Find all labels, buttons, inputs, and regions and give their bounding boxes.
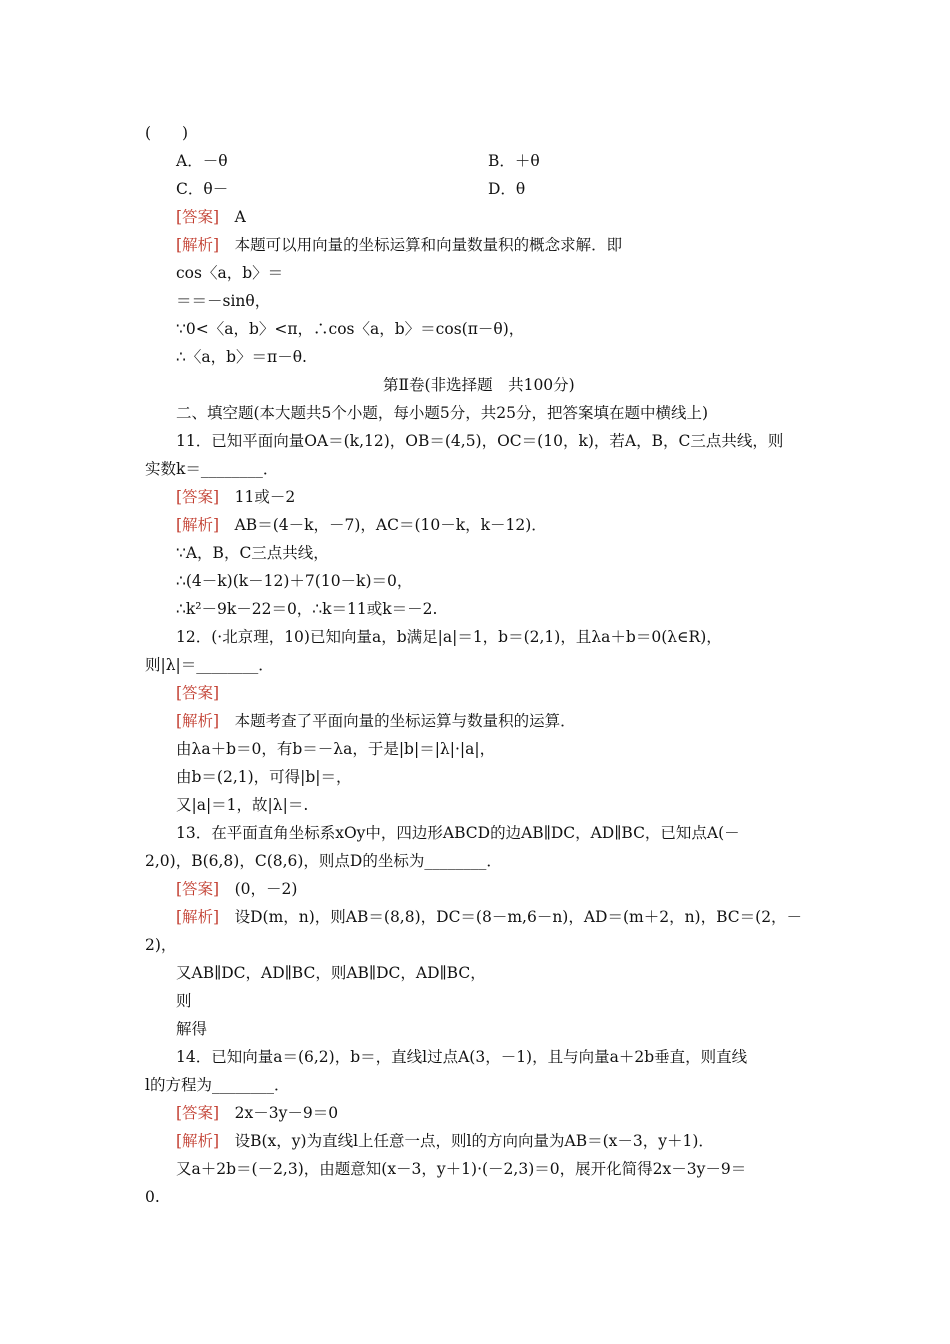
text-line: ∴〈a，b〉＝π－θ. xyxy=(176,348,307,366)
text-line: 由λa＋b＝0，有b＝－λa，于是|b|＝|λ|·|a|， xyxy=(176,740,496,758)
analysis-tag: [解析] xyxy=(176,516,220,534)
text-line: 则 xyxy=(176,992,192,1010)
answer-text: (0，－2) xyxy=(219,880,298,898)
text-line: 0. xyxy=(145,1188,160,1206)
text-line: ∵A，B，C三点共线， xyxy=(176,544,329,562)
answer-tag: [答案] xyxy=(176,208,220,226)
question-14: 14．已知向量a＝(6,2)，b＝，直线l过点A(3，－1)，且与向量a＋2b垂直，则直线 xyxy=(176,1048,748,1066)
answer-tag: [答案] xyxy=(176,880,220,898)
text-line: ∴(4－k)(k－12)＋7(10－k)＝0， xyxy=(176,572,413,590)
text-line: 又|a|＝1，故|λ|＝. xyxy=(176,796,309,814)
text-line: 2)， xyxy=(145,936,177,954)
question-bracket: ( ) xyxy=(145,124,189,142)
question-14-cont: l的方程为________． xyxy=(145,1076,290,1094)
text-line: ＝＝－sinθ， xyxy=(176,292,271,310)
question-11: 11．已知平面向量OA＝(k,12)，OB＝(4,5)，OC＝(10，k)，若A，B，C三点共线，则 xyxy=(176,432,784,450)
answer-text: A xyxy=(219,208,246,226)
question-11-cont: 实数k＝________． xyxy=(145,460,279,478)
analysis-text: 设B(x，y)为直线l上任意一点，则l的方向向量为AB＝(x－3，y＋1)． xyxy=(219,1132,714,1150)
answer-tag: [答案] xyxy=(176,684,220,702)
option-b: B．＋θ xyxy=(488,152,540,170)
answer-tag: [答案] xyxy=(176,1104,220,1122)
text-line: 解得 xyxy=(176,1020,208,1038)
answer-line xyxy=(176,487,295,507)
analysis-line xyxy=(176,235,622,255)
analysis-text: 设D(m，n)，则AB＝(8,8)，DC＝(8－m,6－n)，AD＝(m＋2，n)，BC＝(2，－ xyxy=(219,908,803,926)
analysis-line xyxy=(176,515,547,535)
analysis-tag: [解析] xyxy=(176,236,220,254)
analysis-line xyxy=(176,907,802,927)
text-line: ∵0<〈a，b〉<π，∴cos〈a，b〉＝cos(π－θ)， xyxy=(176,320,525,338)
option-c: C．θ－ xyxy=(176,180,229,198)
analysis-tag: [解析] xyxy=(176,908,220,926)
question-13: 13．在平面直角坐标系xOy中，四边形ABCD的边AB∥DC，AD∥BC，已知点A(－ xyxy=(176,824,740,842)
section-title: 第Ⅱ卷(非选择题 共100分) xyxy=(383,376,575,394)
analysis-line xyxy=(176,1131,714,1151)
answer-line xyxy=(176,879,297,899)
analysis-tag: [解析] xyxy=(176,712,220,730)
answer-line xyxy=(176,683,219,703)
option-a: A．－θ xyxy=(176,152,228,170)
answer-line xyxy=(176,207,246,227)
question-13-cont: 2,0)，B(6,8)，C(8,6)，则点D的坐标为________． xyxy=(145,852,502,870)
question-12-cont: 则|λ|＝________． xyxy=(145,656,274,674)
answer-line xyxy=(176,1103,338,1123)
text-line: ∴k²－9k－22＝0，∴k＝11或k＝－2. xyxy=(176,600,438,618)
analysis-text: 本题考查了平面向量的坐标运算与数量积的运算． xyxy=(219,712,576,730)
answer-text: 2x－3y－9＝0 xyxy=(219,1104,339,1122)
section-heading: 二、填空题(本大题共5个小题，每小题5分，共25分，把答案填在题中横线上) xyxy=(176,404,709,422)
analysis-text: AB＝(4－k，－7)，AC＝(10－k，k－12)． xyxy=(219,516,547,534)
analysis-text: 本题可以用向量的坐标运算和向量数量积的概念求解．即 xyxy=(219,236,623,254)
text-line: 又a＋2b＝(－2,3)，由题意知(x－3，y＋1)·(－2,3)＝0，展开化简得2x－3y－9＝ xyxy=(176,1160,747,1178)
option-d: D．θ xyxy=(488,180,526,198)
analysis-line xyxy=(176,711,576,731)
text-line: cos〈a，b〉＝ xyxy=(176,264,284,282)
answer-tag: [答案] xyxy=(176,488,220,506)
answer-text: 11或－2 xyxy=(219,488,296,506)
question-12: 12．(·北京理，10)已知向量a，b满足|a|＝1，b＝(2,1)，且λa＋b＝0(λ∈R)， xyxy=(176,628,722,646)
text-line: 由b＝(2,1)，可得|b|＝， xyxy=(176,768,352,786)
analysis-tag: [解析] xyxy=(176,1132,220,1150)
text-line: 又AB∥DC，AD∥BC，则AB∥DC，AD∥BC， xyxy=(176,964,486,982)
